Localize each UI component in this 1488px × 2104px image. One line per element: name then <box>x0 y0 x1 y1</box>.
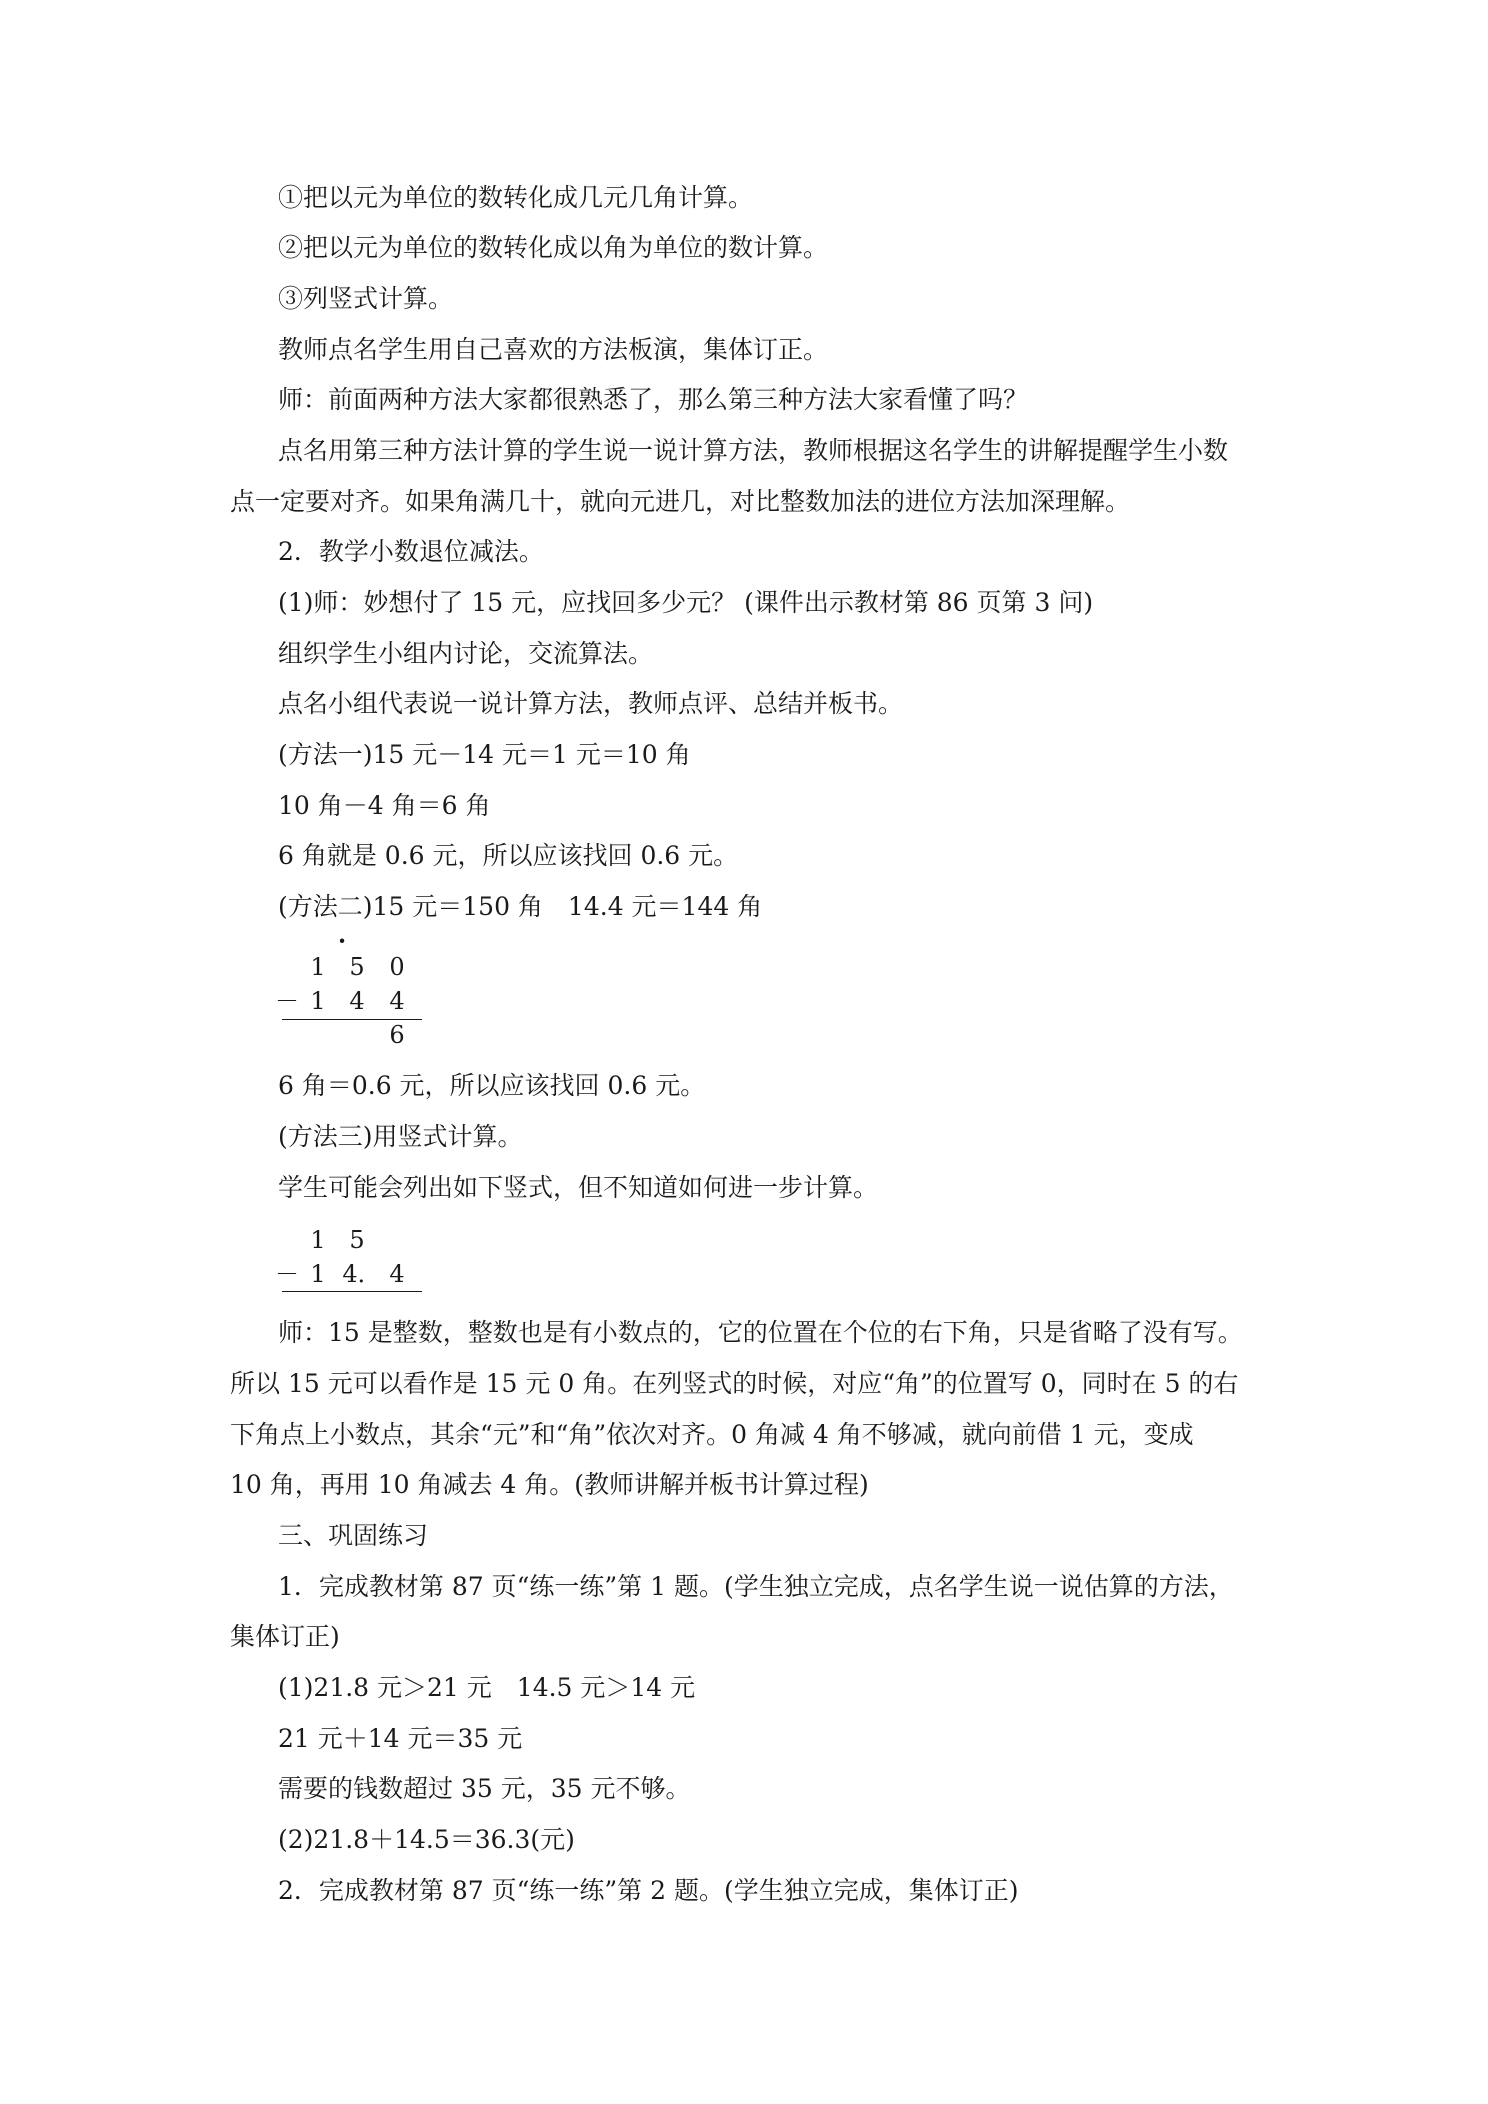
text-line: 点名用第三种方法计算的学生说一说计算方法，教师根据这名学生的讲解提醒学生小数 <box>278 436 1229 465</box>
text-line: (方法三)用竖式计算。 <box>278 1122 523 1151</box>
digit: 1 <box>310 987 326 1015</box>
result-digit: 6 <box>389 1021 405 1049</box>
text-line: 所以 15 元可以看作是 15 元 0 角。在列竖式的时候，对应“角”的位置写 0，同时在 5 的右 <box>230 1369 1239 1398</box>
borrow-dot: · <box>337 926 347 955</box>
vertical-subtraction-1 <box>275 926 440 1050</box>
digit: 4． <box>342 1260 382 1288</box>
text-line: 下角点上小数点，其余“元”和“角”依次对齐。0 角减 4 角不够减，就向前借 1 元，变成 <box>230 1420 1194 1449</box>
text-line: 6 角＝0.6 元，所以应该找回 0.6 元。 <box>278 1071 706 1100</box>
text-line: 21 元＋14 元＝35 元 <box>278 1724 523 1753</box>
digit: 4 <box>349 987 365 1015</box>
text-line: (方法一)15 元－14 元＝1 元＝10 角 <box>278 740 691 769</box>
section-heading: 三、巩固练习 <box>278 1521 429 1550</box>
digit: 1 <box>310 1260 326 1288</box>
text-line: 学生可能会列出如下竖式，但不知道如何进一步计算。 <box>278 1173 879 1202</box>
text-line: ②把以元为单位的数转化成以角为单位的数计算。 <box>278 233 829 262</box>
text-line: 1．完成教材第 87 页“练一练”第 1 题。(学生独立完成，点名学生说一说估算的方法， <box>278 1572 1234 1601</box>
digit: 4 <box>389 987 405 1015</box>
text-line: 组织学生小组内讨论，交流算法。 <box>278 639 654 668</box>
text-line: (方法二)15 元＝150 角 14.4 元＝144 角 <box>278 892 763 921</box>
text-line: 6 角就是 0.6 元，所以应该找回 0.6 元。 <box>278 841 739 870</box>
digit: 4 <box>389 1260 405 1288</box>
section-heading: 2．教学小数退位减法。 <box>278 537 544 566</box>
minus-sign: － <box>275 1260 299 1288</box>
text-line: ③列竖式计算。 <box>278 284 454 313</box>
text-line: 师：前面两种方法大家都很熟悉了，那么第三种方法大家看懂了吗？ <box>278 385 1029 414</box>
digit: 1 <box>310 953 326 981</box>
text-line: 教师点名学生用自己喜欢的方法板演，集体订正。 <box>278 335 829 364</box>
minus-sign: － <box>275 987 299 1015</box>
text-line: 点名小组代表说一说计算方法，教师点评、总结并板书。 <box>278 689 904 718</box>
text-line: (1)21.8 元＞21 元 14.5 元＞14 元 <box>278 1673 696 1702</box>
text-line: 点一定要对齐。如果角满几十，就向元进几，对比整数加法的进位方法加深理解。 <box>230 487 1131 516</box>
vertical-subtraction-2 <box>275 1225 440 1295</box>
text-line: (1)师：妙想付了 15 元，应找回多少元？ (课件出示教材第 86 页第 3 问) <box>278 588 1094 617</box>
divider-line <box>282 1291 422 1292</box>
text-line: (2)21.8＋14.5＝36.3(元) <box>278 1825 575 1854</box>
digit: 5 <box>349 1226 365 1254</box>
text-line: 集体订正) <box>230 1622 340 1651</box>
text-line: 10 角－4 角＝6 角 <box>278 791 491 820</box>
digit: 5 <box>349 953 365 981</box>
text-line: 10 角，再用 10 角减去 4 角。(教师讲解并板书计算过程) <box>230 1470 869 1499</box>
digit: 1 <box>310 1226 326 1254</box>
text-line: ①把以元为单位的数转化成几元几角计算。 <box>278 183 754 212</box>
text-line: 师：15 是整数，整数也是有小数点的，它的位置在个位的右下角，只是省略了没有写。 <box>278 1318 1243 1347</box>
text-line: 2．完成教材第 87 页“练一练”第 2 题。(学生独立完成，集体订正) <box>278 1876 1019 1905</box>
digit: 0 <box>389 953 405 981</box>
text-line: 需要的钱数超过 35 元，35 元不够。 <box>278 1774 691 1803</box>
